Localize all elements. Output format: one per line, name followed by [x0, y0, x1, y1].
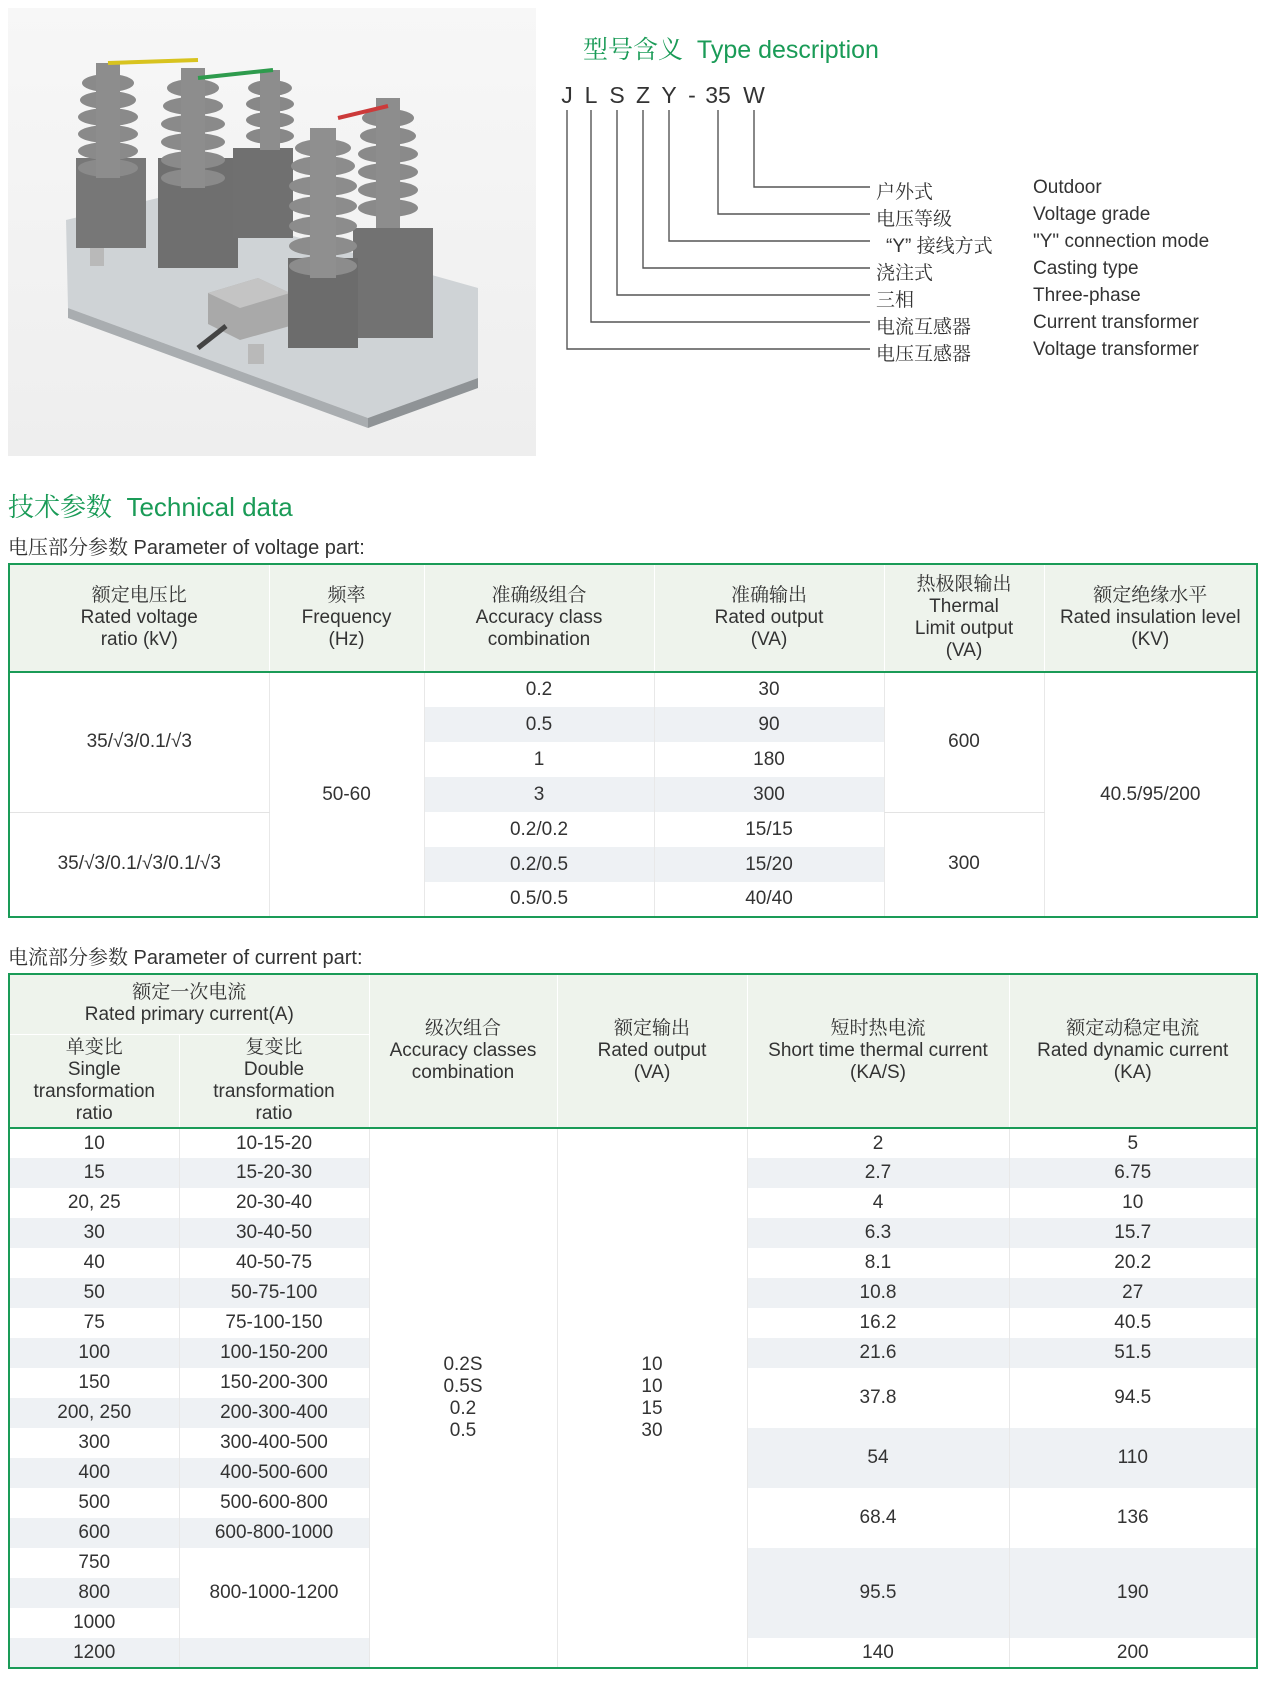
- output-cell: 30: [654, 672, 884, 707]
- accuracy-cell: 0.2/0.5: [424, 847, 654, 882]
- code-letter: -: [688, 82, 696, 108]
- thermal-current-cell: 68.4: [747, 1488, 1009, 1548]
- thermal-current-cell: 37.8: [747, 1368, 1009, 1428]
- rated-output-cell: 10 10 15 30: [557, 1128, 747, 1668]
- header-accuracy-class: 准确级组合 Accuracy class combination: [424, 564, 654, 672]
- accuracy-cell: 3: [424, 777, 654, 812]
- single-ratio-cell: 1200: [9, 1638, 179, 1668]
- single-ratio-cell: 40: [9, 1248, 179, 1278]
- accuracy-cell: 1: [424, 742, 654, 777]
- single-ratio-cell: 15: [9, 1158, 179, 1188]
- single-ratio-cell: 800: [9, 1578, 179, 1608]
- thermal-current-cell: 2.7: [747, 1158, 1009, 1188]
- dynamic-current-cell: 94.5: [1009, 1368, 1257, 1428]
- double-ratio-cell: 75-100-150: [179, 1308, 369, 1338]
- accuracy-cell: 0.2/0.2: [424, 812, 654, 847]
- code-letter: J: [561, 82, 573, 108]
- header-rated-insulation-level: 额定绝缘水平 Rated insulation level (KV): [1044, 564, 1257, 672]
- dynamic-current-cell: 136: [1009, 1488, 1257, 1548]
- dynamic-current-cell: 5: [1009, 1128, 1257, 1158]
- type-description-title-en: Type description: [696, 36, 879, 64]
- double-ratio-cell: 50-75-100: [179, 1278, 369, 1308]
- header-rated-output: 额定输出 Rated output (VA): [557, 974, 747, 1128]
- header-rated-primary-current: 额定一次电流 Rated primary current(A): [9, 974, 369, 1034]
- double-ratio-cell: 300-400-500: [179, 1428, 369, 1458]
- output-cell: 300: [654, 777, 884, 812]
- type-row-cn: 户外式: [876, 182, 934, 203]
- thermal-current-cell: 8.1: [747, 1248, 1009, 1278]
- thermal-current-cell: 140: [747, 1638, 1009, 1668]
- dynamic-current-cell: 6.75: [1009, 1158, 1257, 1188]
- type-row-cn: “Y” 接线方式: [886, 236, 993, 257]
- single-ratio-cell: 100: [9, 1338, 179, 1368]
- double-ratio-cell: 800-1000-1200: [179, 1548, 369, 1638]
- single-ratio-cell: 20, 25: [9, 1188, 179, 1218]
- technical-data-title: [8, 487, 293, 524]
- double-ratio-cell: 30-40-50: [179, 1218, 369, 1248]
- dynamic-current-cell: 200: [1009, 1638, 1257, 1668]
- header-thermal-limit-output: 热极限输出 Thermal Limit output (VA): [884, 564, 1044, 672]
- voltage-part-subtitle: 电压部分参数 Parameter of voltage part:: [8, 537, 365, 559]
- voltage-table: [8, 563, 1258, 918]
- type-row-en: Current transformer: [1033, 312, 1199, 333]
- thermal-current-cell: 6.3: [747, 1218, 1009, 1248]
- header-rated-voltage-ratio: 额定电压比 Rated voltage ratio (kV): [9, 564, 269, 672]
- double-ratio-cell: 100-150-200: [179, 1338, 369, 1368]
- current-part-subtitle: 电流部分参数 Parameter of current part:: [8, 947, 363, 969]
- insulation-level-cell: 40.5/95/200: [1044, 672, 1257, 917]
- accuracy-cell: 0.2: [424, 672, 654, 707]
- code-letter: Y: [661, 82, 677, 108]
- type-row-cn: 电压互感器: [876, 344, 972, 365]
- voltage-ratio-cell: 35/√3/0.1/√3/0.1/√3: [9, 812, 269, 917]
- double-ratio-cell: 600-800-1000: [179, 1518, 369, 1548]
- header-single-ratio: 单变比 Single transformation ratio: [9, 1034, 179, 1128]
- type-row-en: Outdoor: [1033, 177, 1102, 198]
- type-row-en: Casting type: [1033, 258, 1139, 279]
- single-ratio-cell: 75: [9, 1308, 179, 1338]
- type-row-en: Voltage grade: [1033, 204, 1151, 225]
- output-cell: 90: [654, 707, 884, 742]
- thermal-current-cell: 54: [747, 1428, 1009, 1488]
- single-ratio-cell: 300: [9, 1428, 179, 1458]
- current-table: [8, 973, 1258, 1669]
- thermal-current-cell: 2: [747, 1128, 1009, 1158]
- double-ratio-cell: 40-50-75: [179, 1248, 369, 1278]
- header-rated-output: 准确输出 Rated output (VA): [654, 564, 884, 672]
- thermal-current-cell: 10.8: [747, 1278, 1009, 1308]
- thermal-current-cell: 95.5: [747, 1548, 1009, 1638]
- output-cell: 15/20: [654, 847, 884, 882]
- double-ratio-cell: 400-500-600: [179, 1458, 369, 1488]
- thermal-current-cell: 16.2: [747, 1308, 1009, 1338]
- code-letter: L: [584, 82, 598, 108]
- type-row-cn: 浇注式: [876, 263, 934, 284]
- single-ratio-cell: 1000: [9, 1608, 179, 1638]
- double-ratio-cell: 500-600-800: [179, 1488, 369, 1518]
- code-letter: 35: [705, 82, 731, 108]
- double-ratio-cell: 10-15-20: [179, 1128, 369, 1158]
- type-row-cn: 三相: [876, 290, 915, 311]
- double-ratio-cell: 200-300-400: [179, 1398, 369, 1428]
- code-letter: S: [609, 82, 625, 108]
- dynamic-current-cell: 51.5: [1009, 1338, 1257, 1368]
- double-ratio-cell: 15-20-30: [179, 1158, 369, 1188]
- single-ratio-cell: 600: [9, 1518, 179, 1548]
- dynamic-current-cell: 40.5: [1009, 1308, 1257, 1338]
- type-row-en: Voltage transformer: [1033, 339, 1199, 360]
- thermal-output-cell: 300: [884, 812, 1044, 917]
- double-ratio-cell: 20-30-40: [179, 1188, 369, 1218]
- thermal-current-cell: 4: [747, 1188, 1009, 1218]
- double-ratio-cell: 150-200-300: [179, 1368, 369, 1398]
- code-letter: Z: [635, 82, 651, 108]
- header-frequency: 频率 Frequency (Hz): [269, 564, 424, 672]
- type-row-en: Three-phase: [1033, 285, 1141, 306]
- output-cell: 15/15: [654, 812, 884, 847]
- dynamic-current-cell: 15.7: [1009, 1218, 1257, 1248]
- output-cell: 40/40: [654, 882, 884, 917]
- double-ratio-cell: [179, 1638, 369, 1668]
- dynamic-current-cell: 190: [1009, 1548, 1257, 1638]
- type-description-title-cn: 型号含义: [583, 36, 684, 64]
- single-ratio-cell: 200, 250: [9, 1398, 179, 1428]
- accuracy-cell: 0.5: [424, 707, 654, 742]
- header-rated-dynamic-current: 额定动稳定电流 Rated dynamic current (KA): [1009, 974, 1257, 1128]
- technical-data-title-cn: 技术参数: [8, 492, 113, 522]
- type-row-cn: 电压等级: [876, 209, 953, 230]
- frequency-cell: 50-60: [269, 672, 424, 917]
- dynamic-current-cell: 27: [1009, 1278, 1257, 1308]
- dynamic-current-cell: 20.2: [1009, 1248, 1257, 1278]
- single-ratio-cell: 750: [9, 1548, 179, 1578]
- dynamic-current-cell: 10: [1009, 1188, 1257, 1218]
- single-ratio-cell: 30: [9, 1218, 179, 1248]
- technical-data-title-en: Technical data: [126, 492, 293, 522]
- accuracy-cell: 0.5/0.5: [424, 882, 654, 917]
- single-ratio-cell: 400: [9, 1458, 179, 1488]
- output-cell: 180: [654, 742, 884, 777]
- accuracy-classes-cell: 0.2S 0.5S 0.2 0.5: [369, 1128, 557, 1668]
- code-letter: W: [743, 82, 765, 108]
- thermal-current-cell: 21.6: [747, 1338, 1009, 1368]
- dynamic-current-cell: 110: [1009, 1428, 1257, 1488]
- header-double-ratio: 复变比 Double transformation ratio: [179, 1034, 369, 1128]
- single-ratio-cell: 10: [9, 1128, 179, 1158]
- single-ratio-cell: 500: [9, 1488, 179, 1518]
- single-ratio-cell: 50: [9, 1278, 179, 1308]
- thermal-output-cell: 600: [884, 672, 1044, 812]
- header-accuracy-classes: 级次组合 Accuracy classes combination: [369, 974, 557, 1128]
- type-row-en: "Y" connection mode: [1033, 231, 1210, 252]
- type-row-cn: 电流互感器: [876, 317, 972, 338]
- header-short-time-thermal-current: 短时热电流 Short time thermal current (KA/S): [747, 974, 1009, 1128]
- single-ratio-cell: 150: [9, 1368, 179, 1398]
- voltage-ratio-cell: 35/√3/0.1/√3: [9, 672, 269, 812]
